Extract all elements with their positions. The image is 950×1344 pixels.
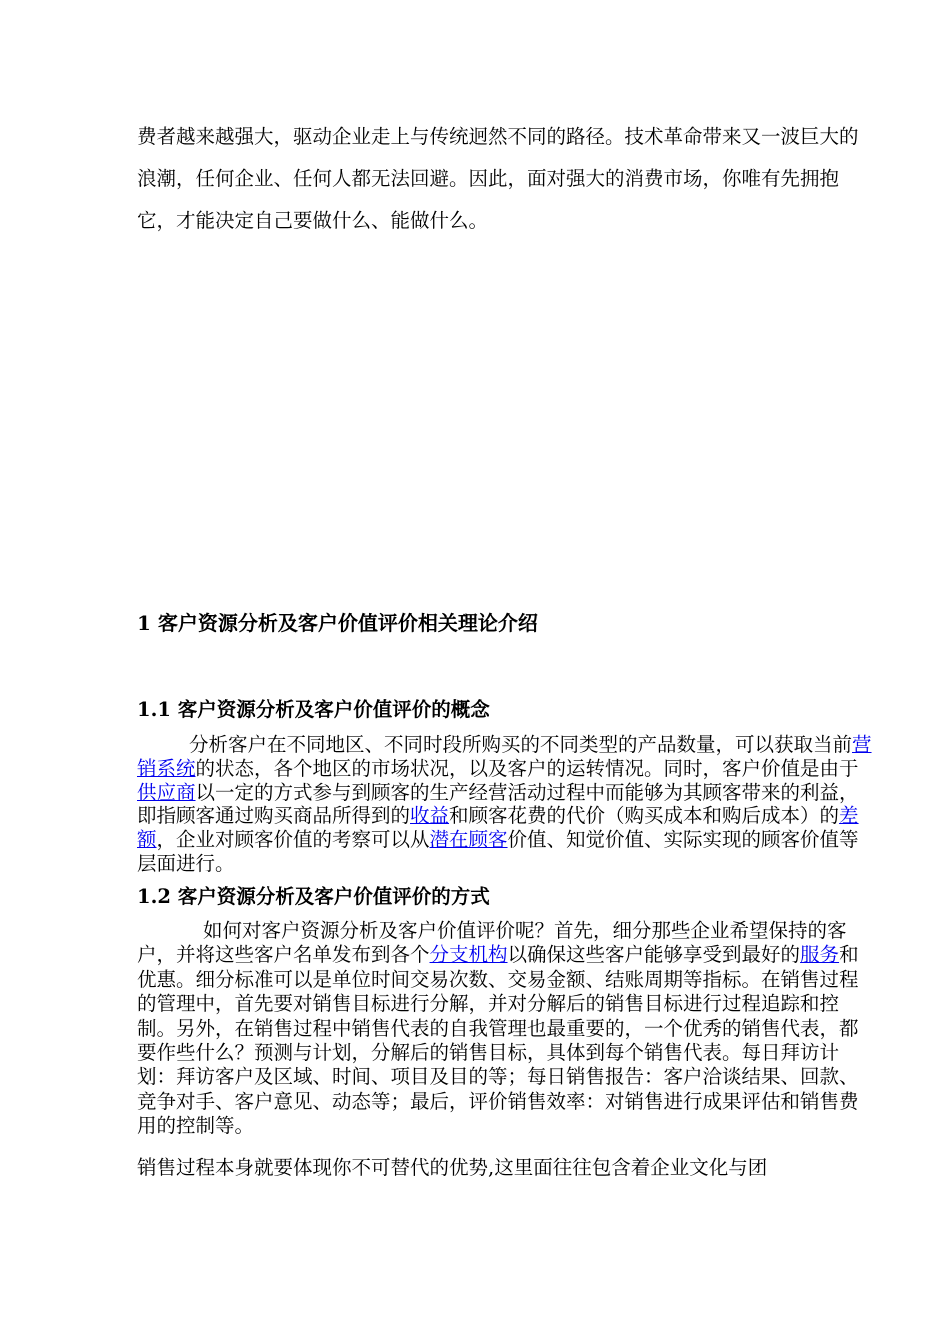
- closing-paragraph: 销售过程本身就要体现你不可替代的优势,这里面往往包含着企业文化与团: [137, 1156, 768, 1179]
- text-run: 和优惠。细分标准可以是单位时间交易次数、交易金额、结账周期等指标。在销售过程的管理中，首先要对销售目标进行分解，并对分解后的销售目标进行过程追踪和控制。另外，在销售过程中销售代表的自我管理也最重要的，一个优秀的销售代表，都要作些什么？预测与计划，分解后的销售目标，具体到每个销售代表。每日拜访计划：拜访客户及区域、时间、项目及目的等；每日销售报告：客户洽谈结果、回款、竞争对手、客户意见、动态等；最后，评价销售效率：对销售进行成果评估和销售费用的控制等。: [137, 943, 859, 1138]
- link-marketing-system[interactable]: 营销系统: [137, 733, 872, 780]
- section-1-2-paragraph: [137, 919, 877, 1139]
- link-service[interactable]: 服务: [800, 943, 840, 967]
- intro-paragraph: 费者越来越强大，驱动企业走上与传统迥然不同的路径。技术革命带来又一波巨大的浪潮，任何企业、任何人都无法回避。因此，面对强大的消费市场，你唯有先拥抱它，才能决定自己要做什么、能做什么。: [137, 125, 859, 232]
- link-supplier[interactable]: 供应商: [137, 780, 196, 804]
- text-run: ，企业对顾客价值的考察可以从: [156, 828, 430, 852]
- text-run: 的状态，各个地区的市场状况，以及客户的运转情况。同时，客户价值是由于: [195, 756, 859, 780]
- text-run: 价值、知觉价值、实际实现的顾客价值等层面进行。: [137, 828, 859, 875]
- text-run: 如何对客户资源分析及客户价值评价呢？首先，细分那些企业希望保持的客户，并将这些客户名单发布到各个: [137, 919, 847, 967]
- link-potential-customer[interactable]: 潜在顾客: [429, 828, 508, 852]
- link-income[interactable]: 收益: [410, 804, 450, 828]
- text-run: 以确保这些客户能够享受到最好的: [507, 943, 801, 967]
- text-run: 分析客户在不同地区、不同时段所购买的不同类型的产品数量，可以获取当前: [189, 733, 853, 756]
- section-1-heading: 1 客户资源分析及客户价值评价相关理论介绍: [137, 611, 538, 635]
- section-1-1-paragraph: [137, 733, 877, 876]
- section-1-1-heading: 1.1 客户资源分析及客户价值评价的概念: [137, 698, 490, 721]
- link-difference[interactable]: 差额: [137, 804, 859, 852]
- section-1-2-heading: 1.2 客户资源分析及客户价值评价的方式: [137, 885, 490, 908]
- text-run: 以一定的方式参与到顾客的生产经营活动过程中而能够为其顾客带来的利益，即指顾客通过购买商品所得到的: [137, 780, 859, 828]
- link-branch-office[interactable]: 分支机构: [429, 943, 508, 967]
- text-run: 和顾客花费的代价（购买成本和购后成本）的: [449, 804, 840, 828]
